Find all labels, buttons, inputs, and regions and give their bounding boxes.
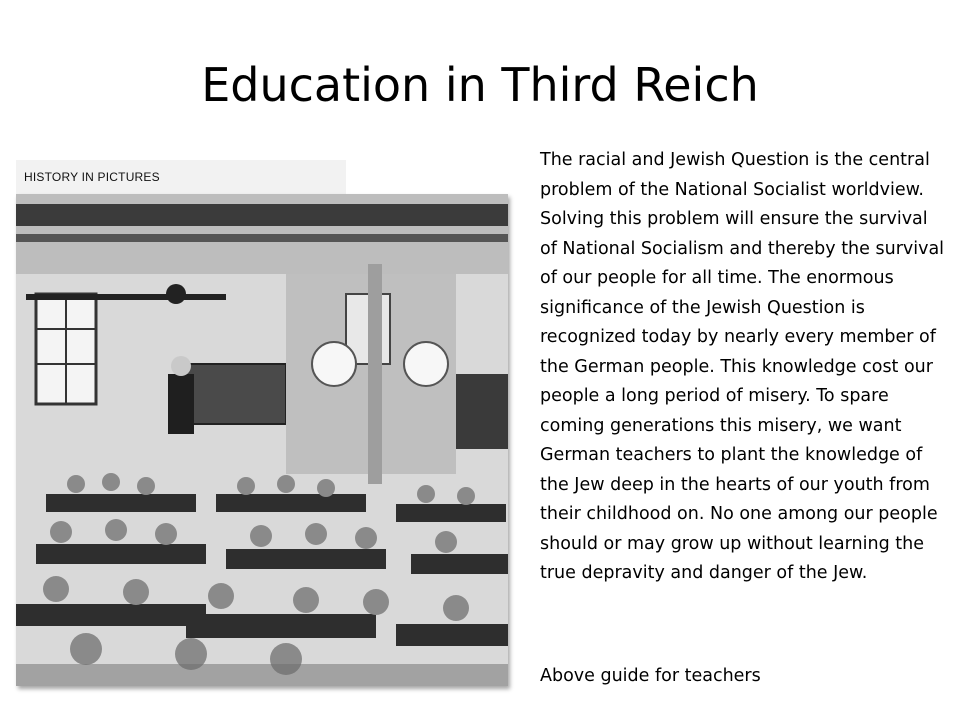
classroom-photo-image: [16, 194, 508, 686]
classroom-photo: [16, 160, 508, 686]
photo-caption: HISTORY IN PICTURES: [16, 160, 346, 194]
source-note: Above guide for teachers: [540, 666, 761, 686]
quote-text: The racial and Jewish Question is the central problem of the National Socialist worldview. Solving this problem will ensure the survival of National Socialism and thereby the survival of our people for all time. The enormous significance of the Jewish Question is recognized today by nearly every member of the German people. This knowledge cost our people a long period of misery. To spare coming generations this misery, we want German teachers to plant the knowledge of the Jew deep in the hearts of our youth from their childhood on. No one among our people should or may grow up without learning the true depravity and danger of the Jew.: [540, 150, 945, 583]
slide-title: Education in Third Reich: [201, 58, 759, 112]
